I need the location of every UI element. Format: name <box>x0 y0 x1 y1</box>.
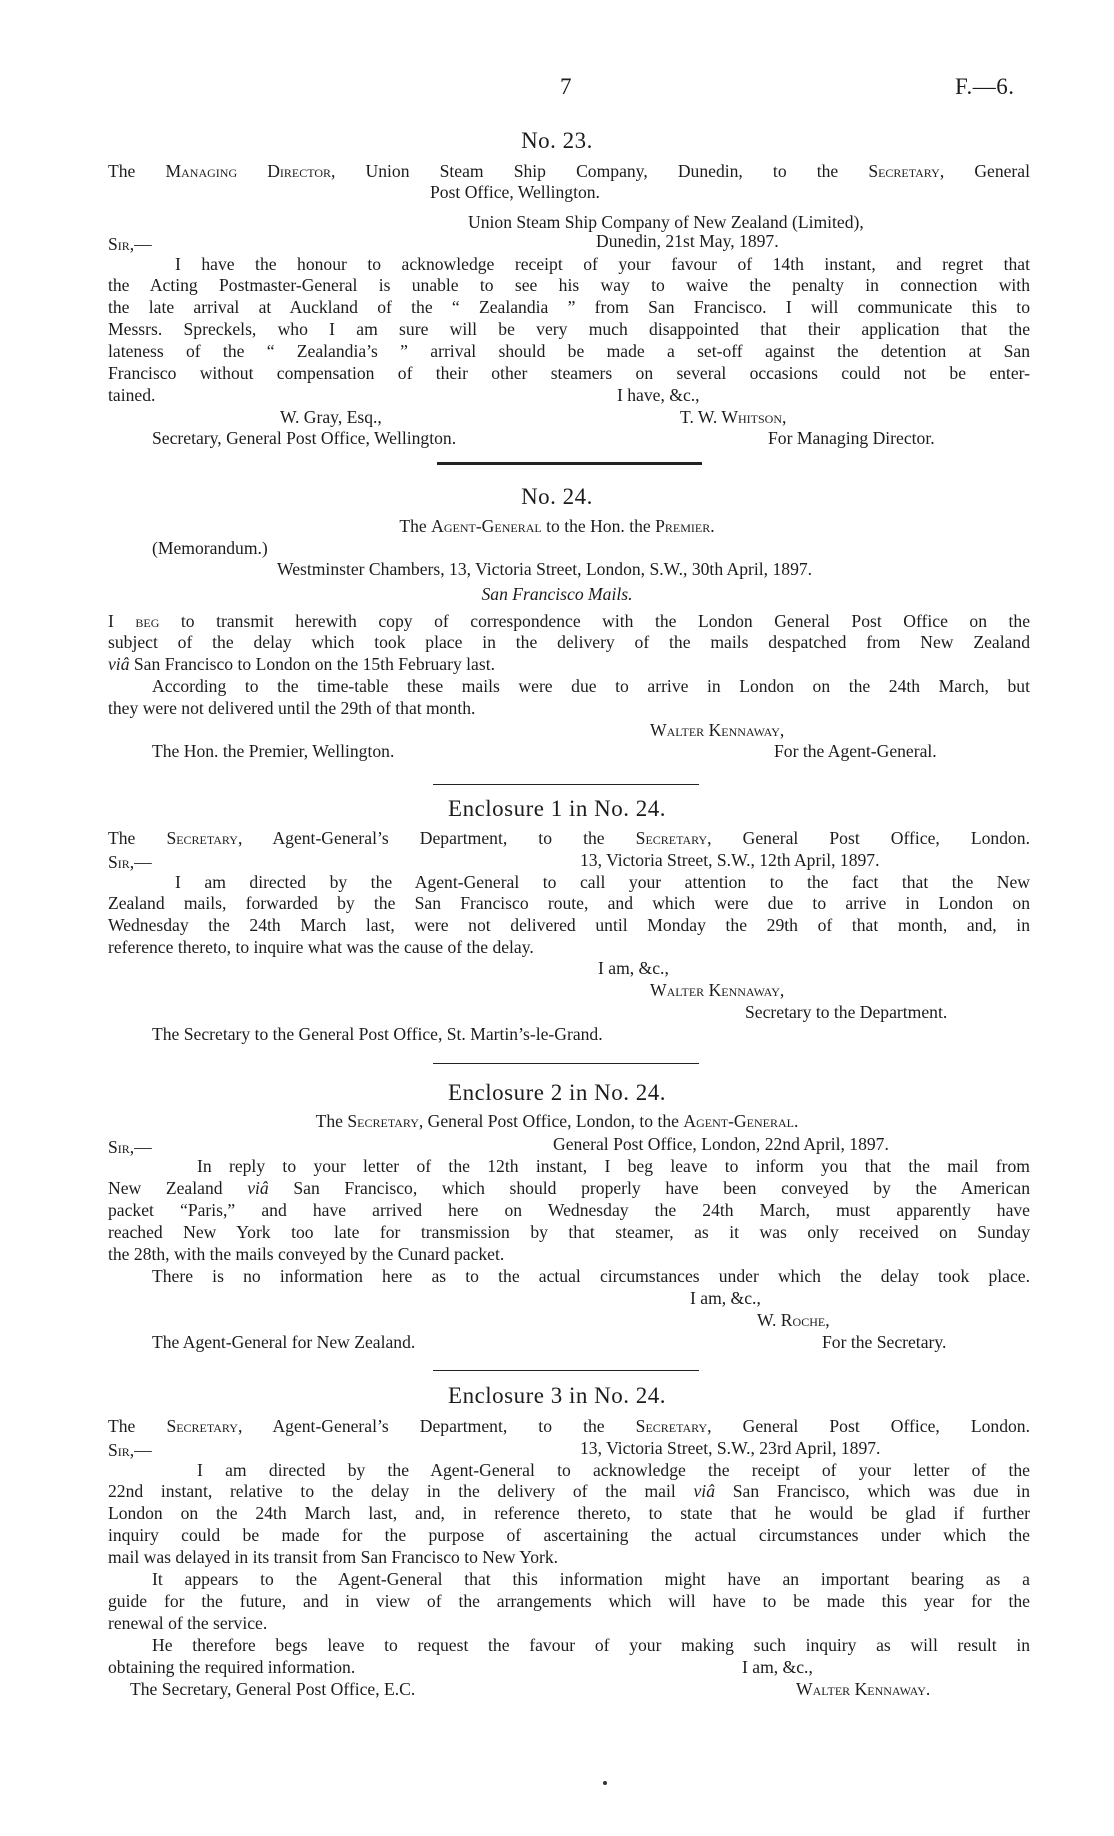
memo-no-24-from-line: The Agent-General to the Hon. the Premier. <box>399 516 715 536</box>
enclosure-3-addressee: The Secretary, General Post Office, E.C. <box>130 1679 416 1699</box>
letter-no-23-body-line: Messrs. Spreckels, who I am sure will be very much disappointed that their application that the <box>108 319 1030 339</box>
letter-no-23-title: No. 23. <box>521 128 593 153</box>
enclosure-2-address: General Post Office, London, 22nd April, 1897. <box>553 1134 889 1154</box>
enclosure-1-body-line: reference thereto, to inquire what was the cause of the delay. <box>108 937 534 957</box>
memo-no-24-address: Westminster Chambers, 13, Victoria Street, London, S.W., 30th April, 1897. <box>277 559 813 579</box>
enclosure-1-address: 13, Victoria Street, S.W., 12th April, 1897. <box>580 850 880 870</box>
enclosure-1-body-line: I am directed by the Agent-General to call your attention to the fact that the New <box>175 872 1030 892</box>
enclosure-1-from-line: The Secretary, Agent-General’s Department, to the Secretary, General Post Office, London. <box>108 828 1030 848</box>
enclosure-3-body-line: He therefore begs leave to request the favour of your making such inquiry as will result in <box>152 1635 1030 1655</box>
enclosure-2-body-line: There is no information here as to the actual circumstances under which the delay took place. <box>152 1266 1030 1286</box>
enclosure-3-body-line: 22nd instant, relative to the delay in the delivery of the mail viâ San Francisco, which was due in <box>108 1481 1030 1501</box>
enclosure-1-title: Enclosure 1 in No. 24. <box>448 796 666 821</box>
letter-no-23-from-line: The Managing Director, Union Steam Ship Company, Dunedin, to the Secretary, General <box>108 161 1030 181</box>
enclosure-2-from-line: The Secretary, General Post Office, London, to the Agent-General. <box>315 1111 799 1131</box>
enclosure-2-signatory-role: For the Secretary. <box>822 1332 947 1352</box>
enclosure-3-body-line: renewal of the service. <box>108 1613 268 1633</box>
letter-no-23-addressee-role: Secretary, General Post Office, Wellington. <box>152 428 457 448</box>
enclosure-3-closing: I am, &c., <box>742 1657 813 1677</box>
enclosure-3-body-line: guide for the future, and in view of the arrangements which will have to be made this year for the <box>108 1591 1030 1611</box>
enclosure-2-salutation: Sir,— <box>108 1137 152 1157</box>
letter-no-23-signatory-role: For Managing Director. <box>768 428 935 448</box>
letter-no-23-addressee-name: W. Gray, Esq., <box>280 407 382 427</box>
enclosure-2-body-line: New Zealand viâ San Francisco, which should properly have been conveyed by the American <box>108 1178 1030 1198</box>
letter-no-23-signatory-name: T. W. Whitson, <box>680 407 787 427</box>
letter-no-23-body-line: Francisco without compensation of their other steamers on several occasions could not be enter- <box>108 363 1030 383</box>
letter-no-23-closing: I have, &c., <box>617 385 700 405</box>
memo-no-24-body-line: they were not delivered until the 29th of that month. <box>108 698 476 718</box>
page-number: 7 <box>560 74 572 99</box>
memo-no-24-signatory-name: Walter Kennaway, <box>650 720 785 740</box>
memo-no-24-body-line: subject of the delay which took place in the delivery of the mails despatched from New Zealand <box>108 632 1030 652</box>
letter-no-23-body-line: lateness of the “ Zealandia’s ” arrival should be made a set-off against the detention at San <box>108 341 1030 361</box>
letter-no-23-body-line: the late arrival at Auckland of the “ Zealandia ” from San Francisco. I will communicate this to <box>108 297 1030 317</box>
enclosure-2-body-line: the 28th, with the mails conveyed by the Cunard packet. <box>108 1244 505 1264</box>
memo-no-24-body-line: I beg to transmit herewith copy of correspondence with the London General Post Office on the <box>108 611 1031 631</box>
enclosure-1-closing: I am, &c., <box>598 958 669 978</box>
enclosure-2-signatory-name: W. Roche, <box>757 1310 830 1330</box>
memo-no-24-title: No. 24. <box>521 484 593 509</box>
memo-no-24-body-line: viâ San Francisco to London on the 15th February last. <box>108 654 495 674</box>
enclosure-3-body-line: inquiry could be made for the purpose of ascertaining the actual circumstances under which the <box>108 1525 1030 1545</box>
enclosure-2-addressee: The Agent-General for New Zealand. <box>152 1332 416 1352</box>
memo-no-24-body-line: According to the time-table these mails were due to arrive in London on the 24th March, but <box>152 676 1030 696</box>
section-divider-thick <box>437 462 702 465</box>
letter-no-23-body-line: I have the honour to acknowledge receipt of your favour of 14th instant, and regret that <box>175 254 1030 274</box>
section-divider <box>433 784 699 785</box>
enclosure-2-body-line: packet “Paris,” and have arrived here on Wednesday the 24th March, must apparently have <box>108 1200 1030 1220</box>
memo-no-24-memorandum-label: (Memorandum.) <box>152 538 268 558</box>
enclosure-1-body-line: Wednesday the 24th March last, were not delivered until Monday the 29th of that month, and, in <box>108 915 1030 935</box>
enclosure-1-salutation: Sir,— <box>108 852 152 872</box>
enclosure-3-body-line: mail was delayed in its transit from San Francisco to New York. <box>108 1547 559 1567</box>
enclosure-3-body-line: London on the 24th March last, and, in reference thereto, to state that he would be glad if further <box>108 1503 1030 1523</box>
enclosure-1-signatory-role: Secretary to the Department. <box>745 1002 948 1022</box>
letter-no-23-from-line-2: Post Office, Wellington. <box>430 182 600 202</box>
enclosure-3-from-line: The Secretary, Agent-General’s Department, to the Secretary, General Post Office, London. <box>108 1416 1030 1436</box>
enclosure-2-title: Enclosure 2 in No. 24. <box>448 1080 666 1105</box>
document-reference: F.—6. <box>955 74 1015 99</box>
enclosure-3-salutation: Sir,— <box>108 1440 152 1460</box>
enclosure-2-body-line: reached New York too late for transmission by that steamer, as it was only received on Sunday <box>108 1222 1030 1242</box>
enclosure-1-signatory-name: Walter Kennaway, <box>650 980 785 1000</box>
enclosure-1-body-line: Zealand mails, forwarded by the San Francisco route, and which were due to arrive in London on <box>108 893 1030 913</box>
enclosure-2-body-line: In reply to your letter of the 12th instant, I beg leave to inform you that the mail from <box>197 1156 1030 1176</box>
letter-no-23-address: Union Steam Ship Company of New Zealand (Limited), <box>468 212 864 232</box>
enclosure-2-closing: I am, &c., <box>690 1288 761 1308</box>
enclosure-3-address: 13, Victoria Street, S.W., 23rd April, 1897. <box>580 1438 881 1458</box>
memo-no-24-signatory-role: For the Agent-General. <box>774 741 937 761</box>
memo-no-24-addressee: The Hon. the Premier, Wellington. <box>152 741 395 761</box>
enclosure-3-signatory-name: Walter Kennaway. <box>796 1679 931 1699</box>
enclosure-1-addressee: The Secretary to the General Post Office, St. Martin’s-le-Grand. <box>152 1024 603 1044</box>
section-divider <box>433 1063 699 1064</box>
letter-no-23-body-line: tained. <box>108 385 156 405</box>
enclosure-3-title: Enclosure 3 in No. 24. <box>448 1383 666 1408</box>
memo-no-24-subject: San Francisco Mails. <box>481 584 633 604</box>
letter-no-23-body-line: the Acting Postmaster-General is unable to see his way to waive the penalty in connection with <box>108 275 1030 295</box>
letter-no-23-date: Dunedin, 21st May, 1897. <box>596 231 779 251</box>
letter-no-23-salutation: Sir,— <box>108 234 152 254</box>
printer-mark <box>603 1781 607 1785</box>
section-divider <box>433 1370 699 1371</box>
enclosure-3-body-line: I am directed by the Agent-General to acknowledge the receipt of your letter of the <box>197 1460 1030 1480</box>
enclosure-3-body-line: obtaining the required information. <box>108 1657 356 1677</box>
enclosure-3-body-line: It appears to the Agent-General that this information might have an important bearing as a <box>152 1569 1030 1589</box>
